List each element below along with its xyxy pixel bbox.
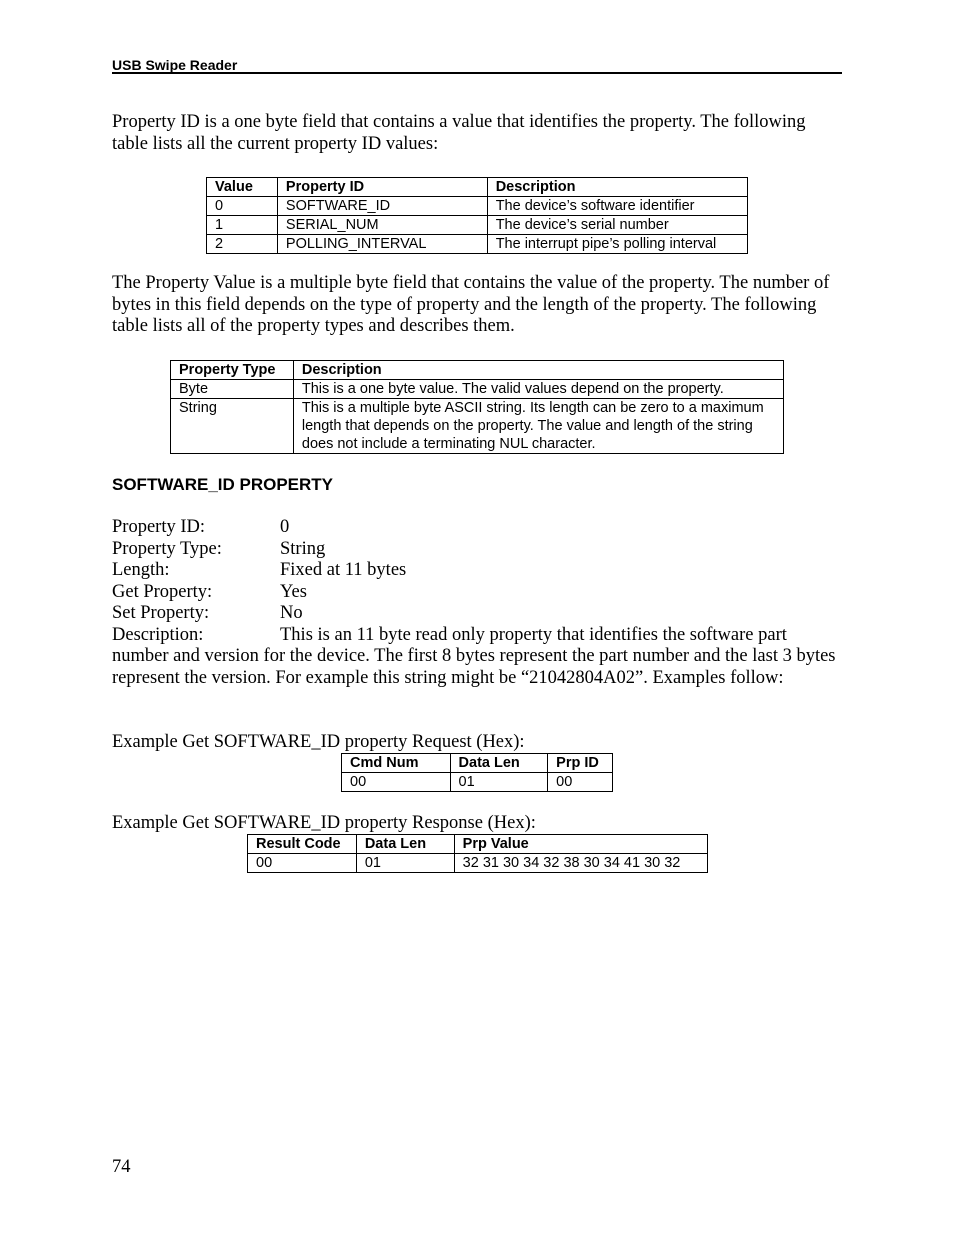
- table-header-cell: Property ID: [277, 178, 487, 197]
- table-header-cell: Property Type: [171, 361, 294, 380]
- table-header-cell: Value: [207, 178, 278, 197]
- page-number: 74: [112, 1157, 131, 1177]
- response-caption: Example Get SOFTWARE_ID property Response (Hex):: [112, 813, 536, 833]
- property-label: Set Property:: [112, 603, 210, 623]
- section-heading: SOFTWARE_ID PROPERTY: [112, 475, 334, 494]
- table-cell: 01: [356, 854, 454, 873]
- property-row: [112, 560, 406, 582]
- table-cell: 32 31 30 34 32 38 30 34 41 30 32: [454, 854, 707, 873]
- table-cell: 00: [248, 854, 357, 873]
- property-type-table: [170, 360, 784, 454]
- property-value: Yes: [280, 581, 307, 602]
- table-cell: 2: [207, 235, 278, 254]
- table-header-cell: Result Code: [248, 835, 357, 854]
- table-header-row: [171, 361, 784, 380]
- property-row: [112, 539, 325, 561]
- table-cell: 0: [207, 197, 278, 216]
- table-cell: POLLING_INTERVAL: [277, 235, 487, 254]
- table-cell: SERIAL_NUM: [277, 216, 487, 235]
- table-row: [248, 854, 708, 873]
- table-row: [207, 197, 748, 216]
- table-cell: String: [171, 399, 294, 454]
- table-header-row: [248, 835, 708, 854]
- table-cell: 00: [342, 773, 451, 792]
- table-cell: 01: [450, 773, 548, 792]
- property-row: [112, 517, 289, 539]
- property-value: Fixed at 11 bytes: [280, 560, 407, 580]
- property-id-table: [206, 177, 748, 254]
- property-value: 0: [280, 517, 290, 537]
- table-header-cell: Data Len: [450, 754, 548, 773]
- table-header-cell: Description: [487, 178, 747, 197]
- running-header-title: USB Swipe Reader: [112, 57, 238, 73]
- table-header-row: [342, 754, 613, 773]
- table-cell: The device’s serial number: [487, 216, 747, 235]
- response-example-table: [247, 834, 708, 873]
- property-row: [112, 582, 307, 604]
- table-header-row: [207, 178, 748, 197]
- property-label: Property Type:: [112, 538, 222, 559]
- property-label: Property ID:: [112, 517, 205, 537]
- table-cell: This is a multiple byte ASCII string. Its length can be zero to a maximum length that depends on the property. The value and length of the string does not include a terminating NUL character.: [293, 399, 783, 454]
- table-header-cell: Cmd Num: [342, 754, 451, 773]
- property-value: String: [280, 538, 326, 559]
- request-example-table: [341, 753, 613, 792]
- description-label: Description:: [112, 624, 204, 645]
- table-row: [171, 399, 784, 454]
- request-caption: Example Get SOFTWARE_ID property Request (Hex):: [112, 732, 525, 752]
- header-rule: [112, 72, 842, 74]
- property-label: Get Property:: [112, 581, 213, 602]
- table-cell: 1: [207, 216, 278, 235]
- table-cell: SOFTWARE_ID: [277, 197, 487, 216]
- property-row: [112, 603, 303, 625]
- property-value-paragraph: The Property Value is a multiple byte field that contains the value of the property. The number of bytes in this field depends on the type of property and the length of the property. The following table lists all of the property types and describes them.: [112, 273, 830, 336]
- description-text: This is an 11 byte read only property that identifies the software part number and version for the device. The first 8 bytes represent the part number and the last 3 bytes represent the version. For example this string might be “21042804A02”. Examples follow:: [112, 624, 836, 688]
- table-header-cell: Description: [293, 361, 783, 380]
- table-row: [207, 216, 748, 235]
- table-cell: The device’s software identifier: [487, 197, 747, 216]
- table-header-cell: Prp Value: [454, 835, 707, 854]
- table-cell: This is a one byte value. The valid values depend on the property.: [293, 380, 783, 399]
- intro-paragraph: Property ID is a one byte field that contains a value that identifies the property. The following table lists all the current property ID values:: [112, 112, 806, 154]
- table-row: [207, 235, 748, 254]
- table-row: [342, 773, 613, 792]
- table-row: [171, 380, 784, 399]
- table-header-cell: Data Len: [356, 835, 454, 854]
- table-cell: Byte: [171, 380, 294, 399]
- description-paragraph: [112, 625, 842, 690]
- table-cell: 00: [548, 773, 613, 792]
- table-header-cell: Prp ID: [548, 754, 613, 773]
- table-cell: The interrupt pipe’s polling interval: [487, 235, 747, 254]
- property-value: No: [280, 603, 303, 623]
- property-label: Length:: [112, 560, 170, 580]
